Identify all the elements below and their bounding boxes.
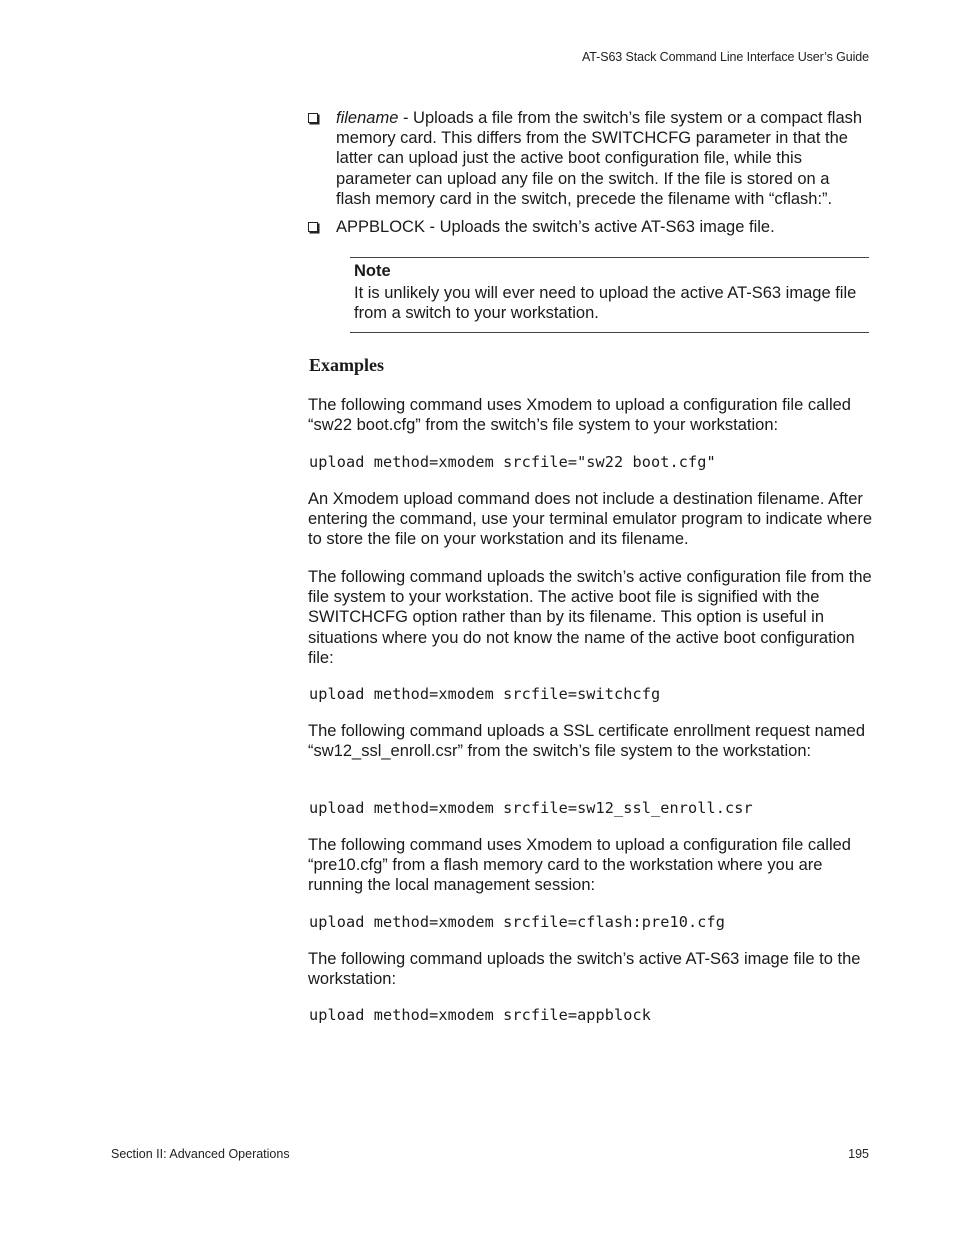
bullet-description: APPBLOCK - Uploads the switch’s active AT-S63 image file.: [336, 218, 775, 236]
code-example: upload method=xmodem srcfile="sw22 boot.cfg": [309, 453, 716, 471]
bullet-appblock: [308, 217, 868, 237]
code-example: upload method=xmodem srcfile=cflash:pre10.cfg: [309, 913, 725, 931]
checkbox-bullet-icon: [308, 222, 318, 232]
example-paragraph: The following command uploads a SSL certificate enrollment request named “sw12_ssl_enroll.csr” from the switch’s file system to the workstation:: [308, 722, 866, 761]
example-paragraph: The following command uses Xmodem to upload a configuration file called “sw22 boot.cfg” from the switch’s file system to your workstation:: [308, 396, 851, 435]
bullet-filename: [308, 108, 868, 209]
code-example: upload method=xmodem srcfile=appblock: [309, 1006, 652, 1024]
bullet-description: - Uploads a file from the switch’s file system or a compact flash memory card. This differs from the SWITCHCFG parameter in that the latter can upload just the active boot configuration file, while this parameter can upload any file on the switch. If the file is stored on a flash memory card in the switch, precede the filename with “cflash:”.: [336, 109, 863, 208]
note-body: It is unlikely you will ever need to upload the active AT-S63 image file from a switch to your workstation.: [354, 284, 857, 323]
page-number: 195: [848, 1147, 869, 1161]
note-title: Note: [354, 262, 391, 280]
bullet-term: filename: [336, 109, 399, 127]
examples-heading: Examples: [309, 355, 385, 375]
example-paragraph: The following command uploads the switch’s active AT-S63 image file to the workstation:: [308, 950, 861, 989]
running-header: AT-S63 Stack Command Line Interface User’s Guide: [581, 50, 869, 64]
bullet-text: [336, 108, 868, 209]
footer-section: Section II: Advanced Operations: [111, 1147, 290, 1161]
code-example: upload method=xmodem srcfile=sw12_ssl_enroll.csr: [309, 799, 753, 817]
example-paragraph: An Xmodem upload command does not include a destination filename. After entering the command, use your terminal emulator program to indicate where to store the file on your workstation and its filename.: [308, 490, 873, 549]
code-example: upload method=xmodem srcfile=switchcfg: [309, 685, 661, 703]
checkbox-bullet-icon: [308, 113, 318, 123]
example-paragraph: The following command uses Xmodem to upload a configuration file called “pre10.cfg” from a flash memory card to the workstation where you are running the local management session:: [308, 836, 851, 895]
example-paragraph: The following command uploads the switch’s active configuration file from the file system to your workstation. The active boot file is signified with the SWITCHCFG option rather than by its filename. This option is useful in situations where you do not know the name of the active boot configuration file:: [308, 568, 872, 667]
note-block: [350, 257, 869, 333]
